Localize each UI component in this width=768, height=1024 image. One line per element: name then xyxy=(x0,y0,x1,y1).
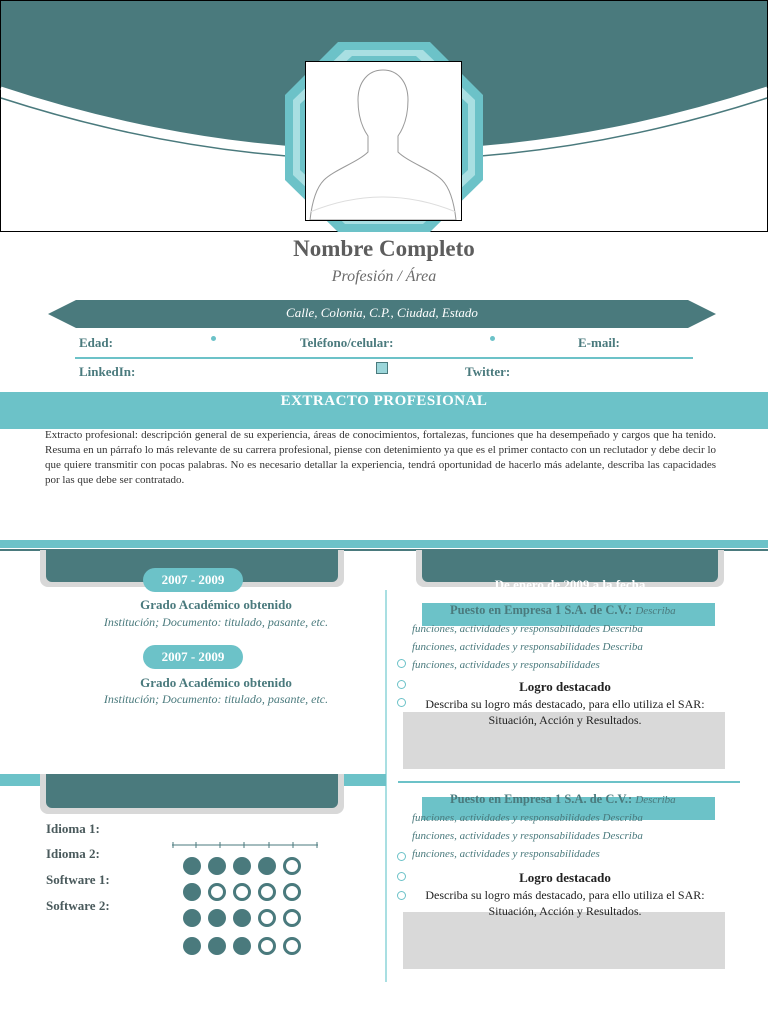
skill-rating-dot xyxy=(183,883,201,901)
skill-rating-dot xyxy=(233,883,251,901)
job-function: funciones, actividades y responsabilidades Describa xyxy=(412,812,643,824)
achievement-text: Describa su logro más destacado, para ello utiliza el SAR: Situación, Acción y Resultados. xyxy=(425,888,705,918)
skill-label: Idioma 2: xyxy=(46,846,100,861)
job-function: funciones, actividades y responsabilidades Describa xyxy=(412,623,643,635)
job-position: Puesto en Empresa 1 S.A. de C.V.: xyxy=(450,792,633,806)
address: Calle, Colonia, C.P., Ciudad, Estado xyxy=(286,305,478,320)
bullet-dot xyxy=(490,336,495,341)
linkedin-icon xyxy=(376,362,388,374)
job-function: funciones, actividades y responsabilidades Describa xyxy=(412,641,643,653)
email-label: E-mail: xyxy=(578,335,620,350)
achievement-title: Logro destacado xyxy=(519,679,611,694)
job-title xyxy=(412,603,742,618)
experience-period: De enero de 2009 a la fecha xyxy=(494,577,646,592)
skill-rating-dot xyxy=(183,909,201,927)
section-top-band xyxy=(0,540,768,548)
skill-rating-dot xyxy=(208,909,226,927)
skill-rating-dot xyxy=(233,909,251,927)
age-label: Edad: xyxy=(79,335,113,350)
skill-rating-dot xyxy=(283,937,301,955)
education-dates: 2007 - 2009 xyxy=(143,568,243,592)
skill-rating-dot xyxy=(258,883,276,901)
twitter-label: Twitter: xyxy=(465,364,511,379)
achievement-title: Logro destacado xyxy=(519,870,611,885)
timeline-line xyxy=(385,590,387,982)
skill-rating-dot xyxy=(258,937,276,955)
job-title xyxy=(412,792,742,807)
contact-divider xyxy=(75,357,693,359)
job-lead: Describa xyxy=(635,794,676,806)
skill-rating-dot xyxy=(283,857,301,875)
avatar-silhouette-icon xyxy=(306,62,461,220)
skill-rating-dot xyxy=(233,937,251,955)
full-name: Nombre Completo xyxy=(293,236,475,261)
achievement-text: Describa su logro más destacado, para ello utiliza el SAR: Situación, Acción y Resultados. xyxy=(425,697,705,727)
skill-label: Software 1: xyxy=(46,872,110,887)
bullet-dot xyxy=(211,336,216,341)
education-degree: Grado Académico obtenido xyxy=(140,597,292,612)
linkedin-label: LinkedIn: xyxy=(79,364,136,379)
achievement-box xyxy=(403,912,725,969)
education-dates: 2007 - 2009 xyxy=(143,645,243,669)
skill-rating-dot xyxy=(258,857,276,875)
job-function: funciones, actividades y responsabilidades xyxy=(412,659,600,671)
education-institution: Institución; Documento: titulado, pasante, etc. xyxy=(103,615,329,629)
phone-label: Teléfono/celular: xyxy=(300,335,394,350)
education-institution: Institución; Documento: titulado, pasante, etc. xyxy=(103,692,329,706)
skills-tab xyxy=(46,774,338,808)
job-divider xyxy=(398,781,740,783)
skill-rating-dot xyxy=(233,857,251,875)
skill-rating-dot xyxy=(208,883,226,901)
profession: Profesión / Área xyxy=(331,268,437,285)
job-function: funciones, actividades y responsabilidades xyxy=(412,848,600,860)
job-position: Puesto en Empresa 1 S.A. de C.V.: xyxy=(450,603,633,617)
skill-rating-dot xyxy=(183,937,201,955)
skill-rating-dot xyxy=(208,937,226,955)
skill-rating-dot xyxy=(283,909,301,927)
skill-label: Software 2: xyxy=(46,898,110,913)
skill-rating-dot xyxy=(258,909,276,927)
timeline-dot xyxy=(397,852,406,861)
profile-text: Extracto profesional: descripción general de su experiencia, áreas de conocimientos, fortalezas, funciones que ha desempeñado y cargos que ha tenido. Resuma en un párrafo lo más relevante de su carrera profesional, piense con detenimiento ya que es el primer contacto con un reclutador y debe decir lo que quiere transmitir con pocas palabras. No es necesario detallar la experiencia, tendrá oportunidad de hacerlo más adelante, describa las capacidades por las que debe ser contratado. xyxy=(45,429,716,486)
timeline-dot xyxy=(397,659,406,668)
skill-scale-ruler xyxy=(172,840,320,850)
skill-rating-dot xyxy=(283,883,301,901)
job-function: funciones, actividades y responsabilidades Describa xyxy=(412,830,643,842)
skill-rating-dot xyxy=(208,857,226,875)
job-lead: Describa xyxy=(635,605,676,617)
profile-photo xyxy=(305,61,462,221)
profile-title: EXTRACTO PROFESIONAL xyxy=(280,393,488,409)
skill-label: Idioma 1: xyxy=(46,821,100,836)
skill-rating-dot xyxy=(183,857,201,875)
education-degree: Grado Académico obtenido xyxy=(140,675,292,690)
